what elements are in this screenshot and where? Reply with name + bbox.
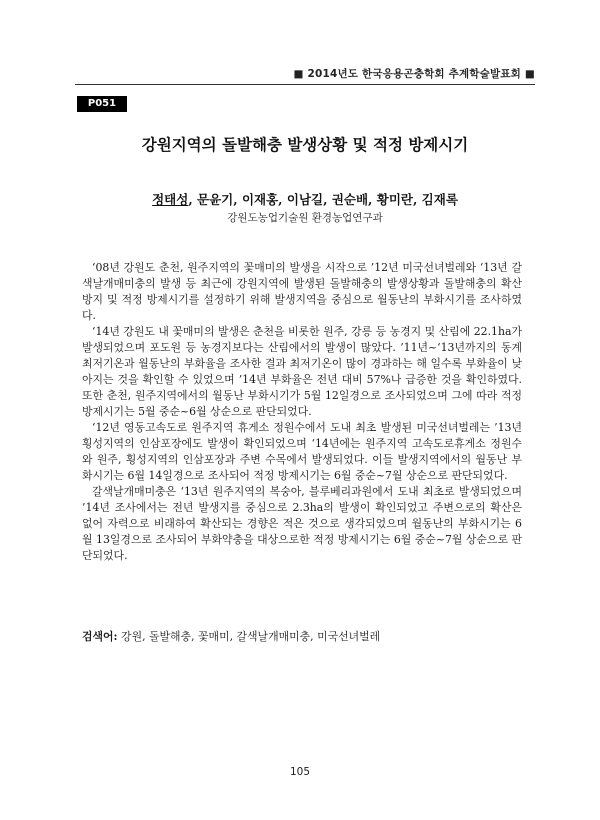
keywords-value: 강원, 돌발해충, 꽃매미, 갈색날개매미충, 미국선녀벌레 [117, 630, 381, 643]
affiliation: 강원도농업기술원 환경농업연구과 [227, 212, 383, 224]
co-authors: , 문윤기, 이재홍, 이남길, 권순배, 황미란, 김재록 [188, 192, 458, 207]
abstract-paragraph: 갈색날개매미충은 ‘13년 원주지역의 복숭아, 블루베리과원에서 도내 최초로 발생되었으며 ’14년 조사에서는 전년 발생지를 중심으로 2.3ha의 발생이 확인되었고 주변으로의 확산은 없어 자력으로 비래하여 확산되는 경향은 적은 것으로 생각되었으며 월동난의 부화시기는 6월 13일경으로 조사되어 부화약충을 대상으로한 적정 방제시기는 6월 중순~7월 상순으로 판단되었다. [82, 485, 522, 562]
abstract-paragraph: ‘08년 강원도 춘천, 원주지역의 꽃매미의 발생을 시작으로 ’12년 미국선녀벌레와 ‘13년 갈색날개매미충의 발생 등 최근에 강원지역에 발생된 돌발해충의 발생상황과 돌발해충의 확산방지 및 적정 방제시기를 설정하기 위해 발생지역을 중심으로 월동난의 부화시기를 조사하였다. [82, 261, 522, 322]
keywords [82, 628, 522, 644]
paper-title: 강원지역의 돌발해충 발생상황 및 적정 방제시기 [141, 136, 469, 154]
abstract-body [82, 260, 522, 564]
keywords-label: 검색어: [82, 630, 118, 643]
page-number: 105 [289, 766, 311, 778]
presenting-author: 정태성 [152, 192, 189, 207]
author-list [75, 190, 535, 208]
header-divider [75, 84, 535, 85]
conference-header: ■ 2014년도 한국응용곤충학회 추계학술발표회 ■ [293, 68, 535, 80]
abstract-paragraph: ‘14년 강원도 내 꽃매미의 발생은 춘천을 비롯한 원주, 강릉 등 농경지 및 산림에 22.1ha가 발생되었으며 포도원 등 농경지보다는 산림에서의 발생이 많았다. ’11년~‘13년까지의 동계 최저기온과 월동난의 부화율을 조사한 결과 최저기온이 많이 경과하는 해 일수록 부화율이 낮아지는 것을 확인할 수 있었으며 ’14년 부화율은 전년 대비 57%나 급증한 것을 확인하였다. 또한 춘천, 원주지역에서의 월동난 부화시기가 5월 12일경으로 조사되었으며 그에 따라 적정 방제시기는 5월 중순~6월 상순으로 판단되었다. [82, 325, 522, 418]
poster-id-badge: P051 [77, 96, 127, 112]
abstract-paragraph: ‘12년 영동고속도로 원주지역 휴게소 정원수에서 도내 최초 발생된 미국선녀벌레는 ’13년 횡성지역의 인삼포장에도 발생이 확인되었으며 ‘14년에는 원주지역 고속도로휴게소 정원수와 원주, 횡성지역의 인삼포장과 주변 수목에서 발생되었다. 이들 발생지역에서의 월동난 부화시기는 6월 14일경으로 조사되어 적정 방제시기는 6월 중순~7월 상순으로 판단되었다. [82, 421, 522, 482]
